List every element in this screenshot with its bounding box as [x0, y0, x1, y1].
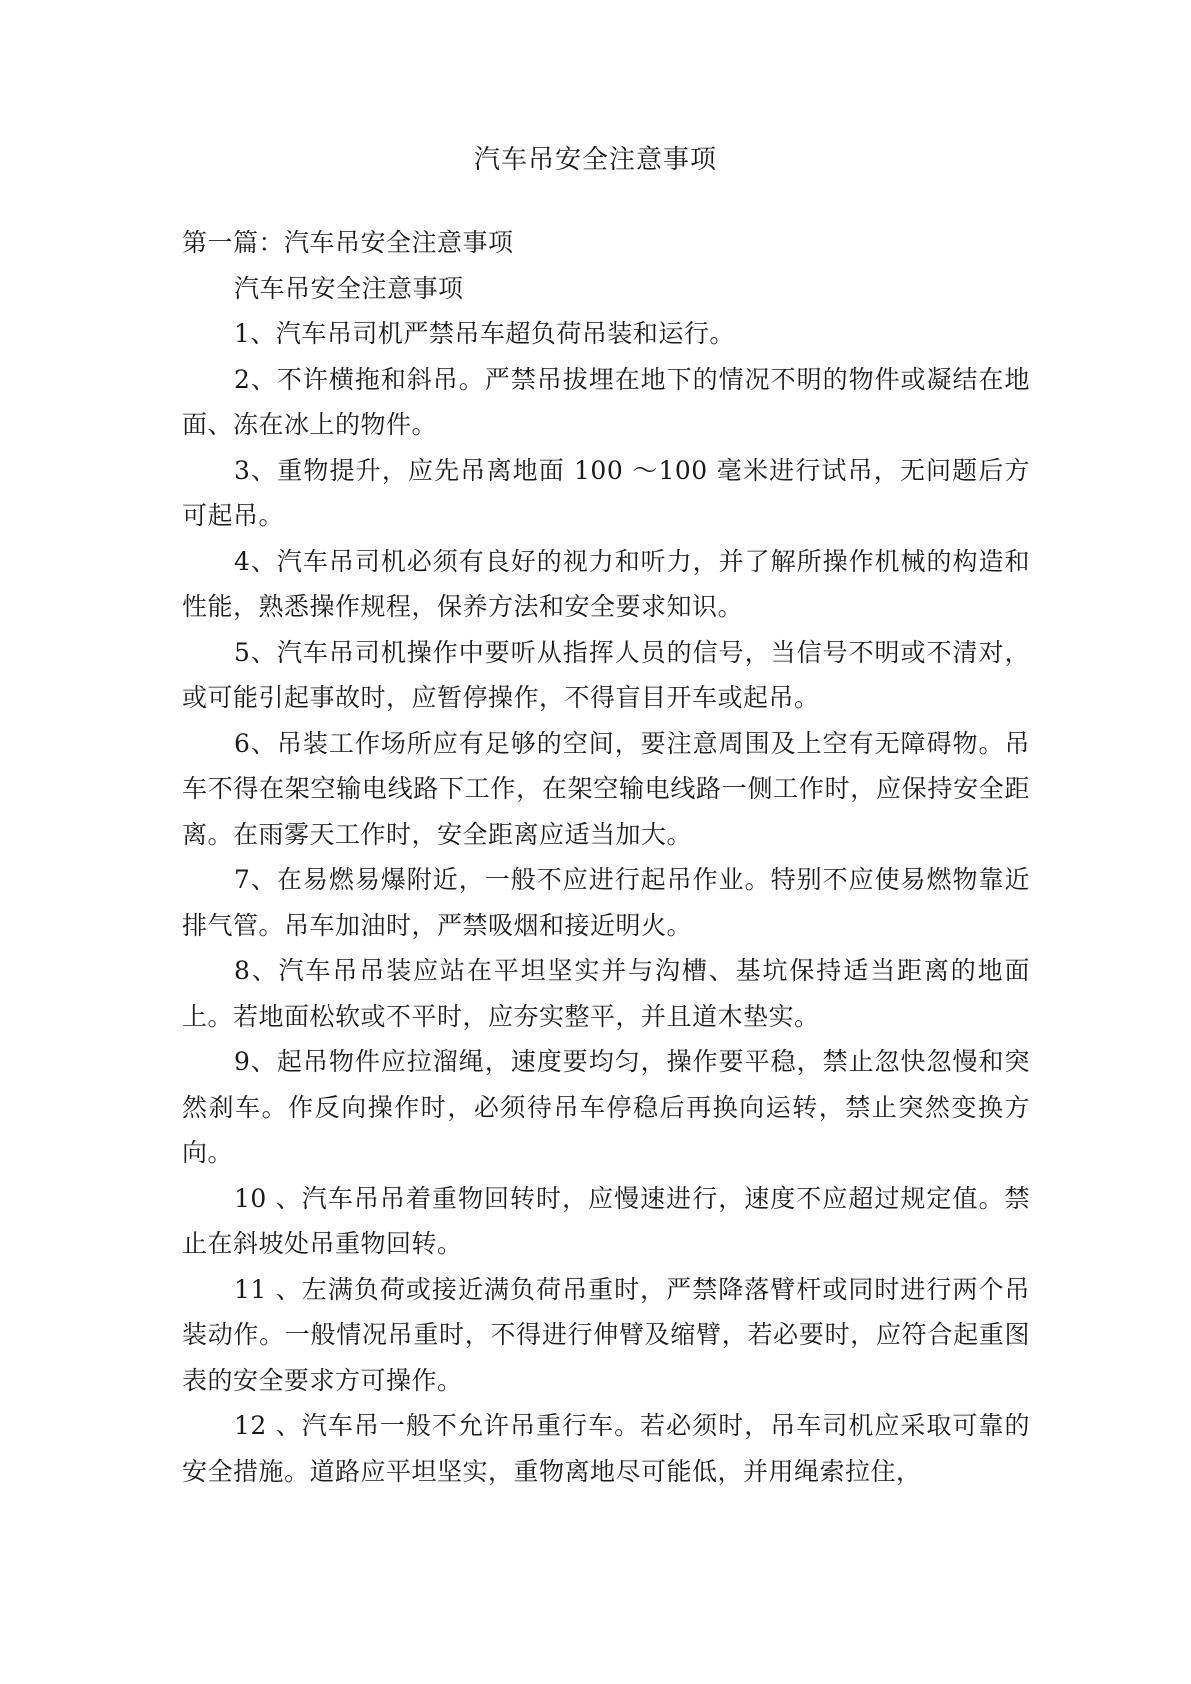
- paragraph-12: 12 、汽车吊一般不允许吊重行车。若必须时，吊车司机应采取可靠的安全措施。道路应平坦坚实，重物离地尽可能低，并用绳索拉住，: [182, 1411, 1030, 1486]
- paragraph-5: 5、汽车吊司机操作中要听从指挥人员的信号，当信号不明或不清对，或可能引起事故时，应暂停操作，不得盲目开车或起吊。: [182, 637, 1030, 712]
- section-heading: 第一篇：汽车吊安全注意事项: [182, 228, 514, 257]
- paragraph-11: 11 、左满负荷或接近满负荷吊重时，严禁降落臂杆或同时进行两个吊装动作。一般情况吊重时，不得进行伸臂及缩臂，若必要时，应符合起重图表的安全要求方可操作。: [182, 1274, 1030, 1395]
- paragraph-2: 2、不许横拖和斜吊。严禁吊拔埋在地下的情况不明的物件或凝结在地面、冻在冰上的物件。: [182, 364, 1030, 439]
- paragraph-9: 9、起吊物件应拉溜绳，速度要均匀，操作要平稳，禁止忽快忽慢和突然刹车。作反向操作时，必须待吊车停稳后再换向运转，禁止突然变换方向。: [182, 1047, 1030, 1167]
- paragraph-8: 8、汽车吊吊装应站在平坦坚实并与沟槽、基坑保持适当距离的地面上。若地面松软或不平时，应夯实整平，并且道木垫实。: [182, 956, 1030, 1031]
- paragraph-6: 6、吊装工作场所应有足够的空间，要注意周围及上空有无障碍物。吊车不得在架空输电线路下工作，在架空输电线路一侧工作时，应保持安全距离。在雨雾天工作时，安全距离应适当加大。: [182, 728, 1030, 849]
- paragraph-10: 10 、汽车吊吊着重物回转时，应慢速进行，速度不应超过规定值。禁止在斜坡处吊重物回转。: [182, 1183, 1030, 1258]
- document-body: [182, 220, 1030, 1494]
- paragraph-4: 4、汽车吊司机必须有良好的视力和听力，并了解所操作机械的构造和性能，熟悉操作规程，保养方法和安全要求知识。: [182, 546, 1030, 621]
- paragraph-7: 7、在易燃易爆附近，一般不应进行起吊作业。特别不应使易燃物靠近排气管。吊车加油时，严禁吸烟和接近明火。: [182, 865, 1030, 940]
- document-title: 汽车吊安全注意事项: [473, 145, 717, 175]
- subheading: 汽车吊安全注意事项: [234, 273, 464, 303]
- paragraph-1: 1、汽车吊司机严禁吊车超负荷吊装和运行。: [234, 319, 735, 348]
- paragraph-3: 3、重物提升，应先吊离地面 100 ～100 毫米进行试吊，无问题后方可起吊。: [182, 455, 1030, 530]
